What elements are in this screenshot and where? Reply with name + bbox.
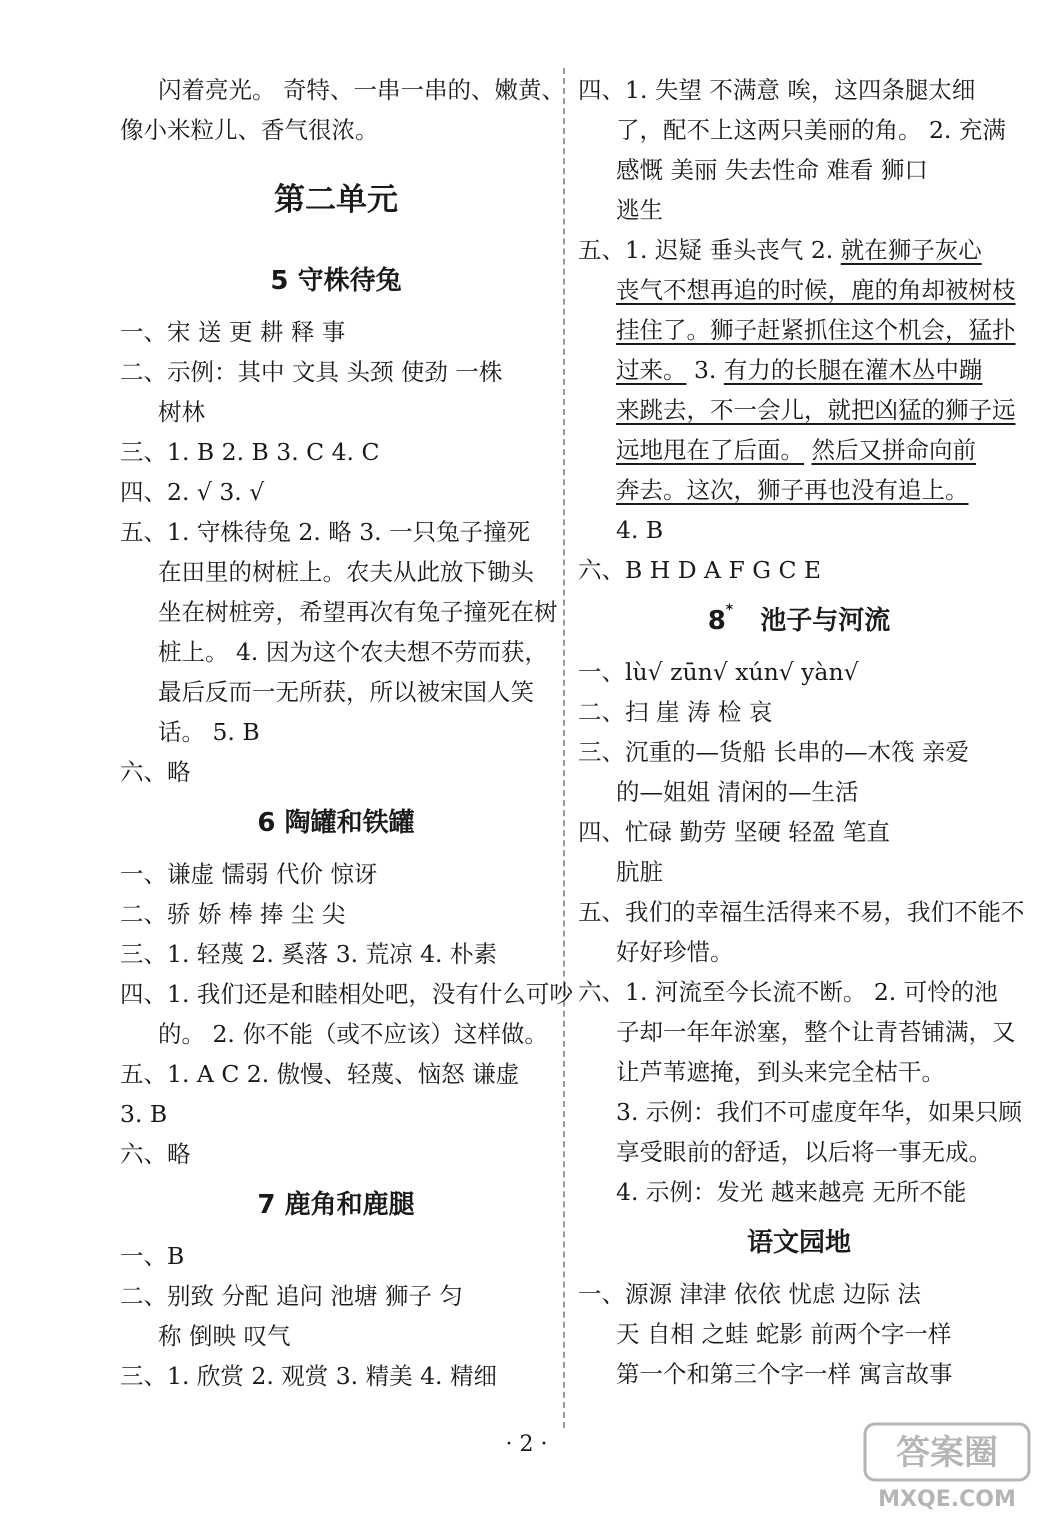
text-line: 像小米粒儿、香气很浓。 xyxy=(120,116,379,144)
underlined-text: 奔去。这次，狮子再也没有追上。 xyxy=(616,476,969,504)
underlined-text: 丧气不想再追的时候，鹿的角却被树枝 xyxy=(616,276,1016,304)
underlined-text: 过来。 xyxy=(616,356,687,384)
answer-line: 一、lù√ zūn√ xún√ yàn√ xyxy=(578,658,859,686)
answer-line: 子却一年年淤塞，整个让青苔铺满，又 xyxy=(616,1018,1016,1046)
answer-line: 享受眼前的舒适，以后将一事无成。 xyxy=(616,1138,992,1166)
answer-line: 一、宋 送 更 耕 释 事 xyxy=(120,318,346,346)
answer-line: 一、源源 津津 依依 忧虑 边际 法 xyxy=(578,1280,921,1308)
answer-line: 三、1. B 2. B 3. C 4. C xyxy=(120,438,380,466)
answer-line: 四、1. 失望 不满意 唉，这四条腿太细 xyxy=(578,76,976,104)
answer-line: 六、略 xyxy=(120,1140,191,1168)
answer-line: 六、B H D A F G C E xyxy=(578,556,822,584)
underlined-text: 来跳去，不一会儿，就把凶猛的狮子远 xyxy=(616,396,1016,424)
answer-line xyxy=(578,270,1020,310)
answer-line: 一、B xyxy=(120,1242,185,1270)
answer-line xyxy=(578,310,1020,350)
underlined-text: 然后又拼命向前 xyxy=(811,436,976,464)
answer-line: 五、1. 守株待兔 2. 略 3. 一只兔子撞死 xyxy=(120,518,531,546)
lesson-number: 8 xyxy=(707,606,726,636)
underlined-text: 远地甩在了后面。 xyxy=(616,436,804,464)
answer-line: 三、1. 欣赏 2. 观赏 3. 精美 4. 精细 xyxy=(120,1362,497,1390)
answer-line: 最后反而一无所获，所以被宋国人笑 xyxy=(158,678,534,706)
lesson-6-title: 6 陶罐和铁罐 xyxy=(257,808,415,838)
answer-line: 逃生 xyxy=(616,196,663,224)
answer-line: 称 倒映 叹气 xyxy=(158,1322,291,1350)
answer-line: 第一个和第三个字一样 寓言故事 xyxy=(616,1360,953,1388)
lesson-name: 池子与河流 xyxy=(760,606,891,636)
answer-line xyxy=(578,350,1020,390)
answer-line: 树林 xyxy=(158,398,205,426)
answer-line: 六、1. 河流至今长流不断。 2. 可怜的池 xyxy=(578,978,998,1006)
answer-text: 五、1. 迟疑 垂头丧气 2. xyxy=(578,236,841,264)
answer-line: 话。 5. B xyxy=(158,718,260,746)
optional-star: * xyxy=(725,602,734,618)
answer-line: 了，配不上这两只美丽的角。 2. 充满 xyxy=(616,116,1006,144)
answer-line: 的。 2. 你不能（或不应该）这样做。 xyxy=(158,1020,548,1048)
answer-line xyxy=(578,470,1020,510)
answer-line: 桩上。 4. 因为这个农夫想不劳而获， xyxy=(158,638,548,666)
page-number: · 2 · xyxy=(505,1432,548,1457)
right-column xyxy=(578,70,1025,1394)
unit-title: 第二单元 xyxy=(274,182,398,218)
answer-text: 3. xyxy=(686,356,724,384)
answer-line: 在田里的树桩上。农夫从此放下锄头 xyxy=(158,558,534,586)
answer-line: 六、略 xyxy=(120,758,191,786)
answer-line: 的—姐姐 清闲的—生活 xyxy=(616,778,859,806)
lesson-5-title: 5 守株待兔 xyxy=(270,266,402,296)
answer-line: 4. 示例：发光 越来越亮 无所不能 xyxy=(616,1178,967,1206)
underlined-text: 挂住了。狮子赶紧抓住这个机会，猛扑 xyxy=(616,316,1016,344)
answer-line: 五、1. A C 2. 傲慢、轻蔑、恼怒 谦虚 xyxy=(120,1060,520,1088)
answer-line: 一、谦虚 懦弱 代价 惊讶 xyxy=(120,860,378,888)
answer-line: 4. B xyxy=(616,516,664,544)
answer-line: 四、2. √ 3. √ xyxy=(120,478,265,506)
watermark-text-top: 答案圈 xyxy=(896,1433,998,1473)
answer-line: 天 自相 之蛙 蛇影 前两个字一样 xyxy=(616,1320,952,1348)
underlined-text: 就在狮子灰心 xyxy=(840,236,982,264)
answer-line xyxy=(578,230,1020,270)
answer-line: 三、沉重的—货船 长串的—木筏 亲爱 xyxy=(578,738,969,766)
answer-line xyxy=(578,390,1020,430)
answer-line: 3. B xyxy=(120,1100,168,1128)
answer-line: 肮脏 xyxy=(616,858,663,886)
answer-line: 让芦苇遮掩，到头来完全枯干。 xyxy=(616,1058,945,1086)
answer-line: 二、扫 崖 涛 检 哀 xyxy=(578,698,773,726)
garden-title: 语文园地 xyxy=(746,1228,851,1258)
watermark-logo xyxy=(863,1422,1031,1514)
answer-line: 二、骄 娇 棒 捧 尘 尖 xyxy=(120,900,346,928)
answer-line: 好好珍惜。 xyxy=(616,938,734,966)
underlined-text: 有力的长腿在灌木丛中蹦 xyxy=(723,356,983,384)
answer-line: 感慨 美丽 失去性命 难看 狮口 xyxy=(616,156,928,184)
text-line: 闪着亮光。 奇特、一串一串的、嫩黄、 xyxy=(158,76,565,104)
answer-line: 坐在树桩旁，希望再次有兔子撞死在树 xyxy=(158,598,558,626)
column-divider xyxy=(563,68,565,1428)
watermark-text-bottom: MXQE.COM xyxy=(878,1487,1016,1512)
answer-line: 四、1. 我们还是和睦相处吧，没有什么可吵 xyxy=(120,980,573,1008)
answer-line: 四、忙碌 勤劳 坚硬 轻盈 笔直 xyxy=(578,818,890,846)
lesson-7-title: 7 鹿角和鹿腿 xyxy=(257,1190,415,1220)
left-column xyxy=(120,70,573,1396)
answer-line: 五、我们的幸福生活得来不易，我们不能不 xyxy=(578,898,1025,926)
answer-line: 二、别致 分配 追问 池塘 狮子 匀 xyxy=(120,1282,463,1310)
lesson-8-title xyxy=(578,590,1020,652)
answer-line: 三、1. 轻蔑 2. 奚落 3. 荒凉 4. 朴素 xyxy=(120,940,497,968)
answer-line xyxy=(578,430,1020,470)
answer-line: 3. 示例：我们不可虚度年华，如果只顾 xyxy=(616,1098,1022,1126)
answer-line: 二、示例：其中 文具 头颈 使劲 一株 xyxy=(120,358,503,386)
